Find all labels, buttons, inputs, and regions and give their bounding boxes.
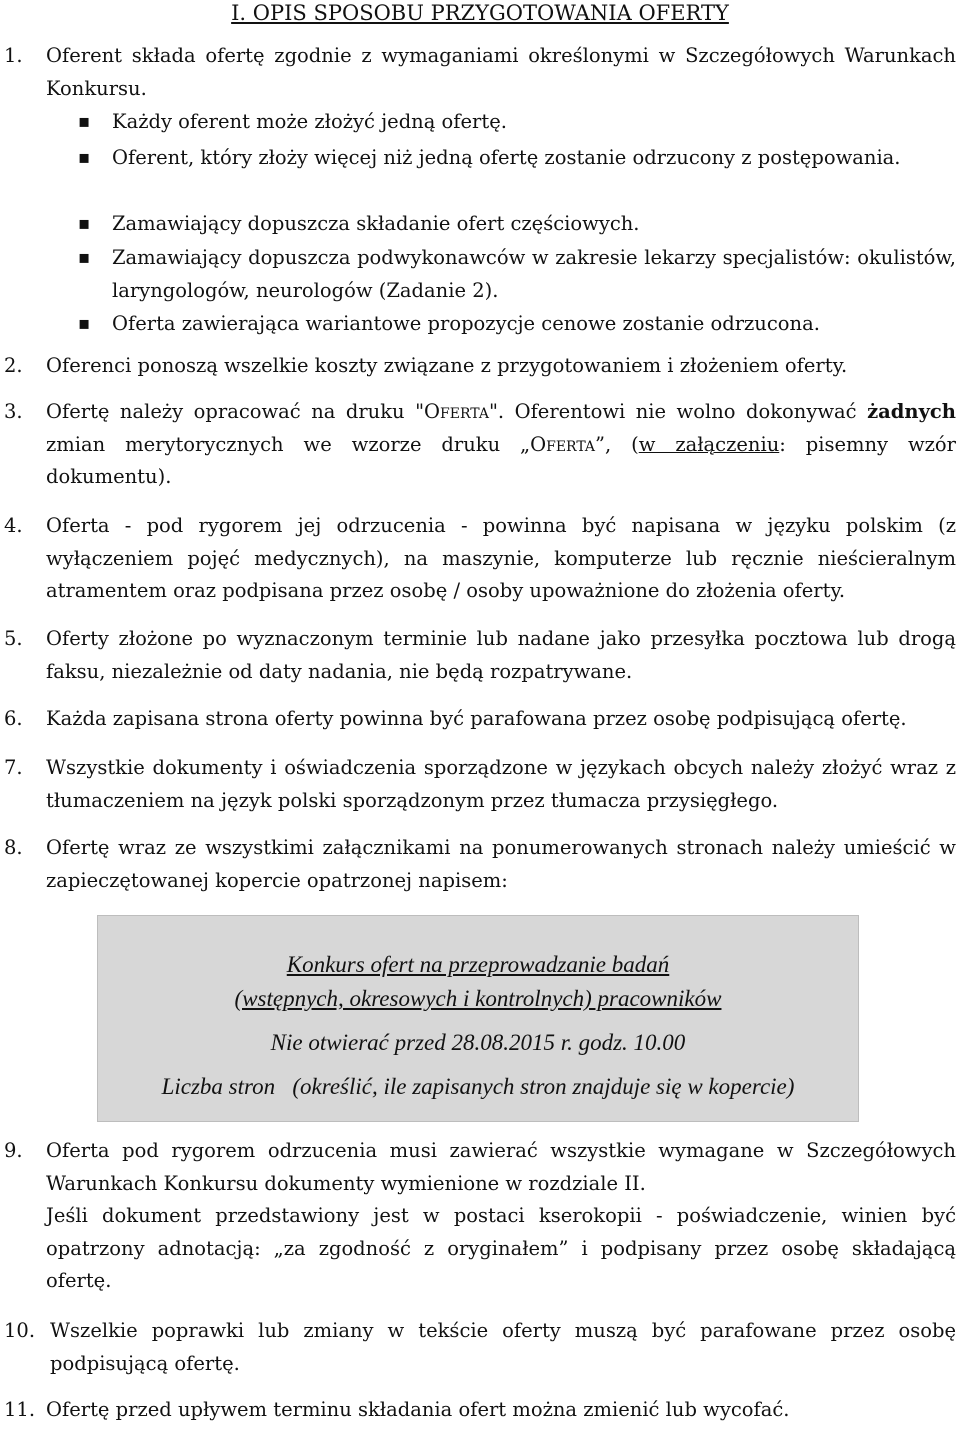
pages-note: (określić, ile zapisanych stron znajduje się w kopercie): [292, 1074, 795, 1099]
section-heading: I. OPIS SPOSOBU PRZYGOTOWANIA OFERTY: [231, 1, 729, 25]
bullet-text: Każdy oferent może złożyć jedną ofertę.: [112, 110, 507, 133]
bold-text: żadnych: [867, 400, 956, 423]
bullet-text: Oferta zawierająca wariantowe propozycje cenowe zostanie odrzucona.: [112, 312, 820, 335]
envelope-date: Nie otwierać przed 28.08.2015 r. godz. 10.00: [270, 1030, 686, 1055]
item-number: 7.: [4, 756, 23, 779]
item-text: [46, 1135, 956, 1298]
text-fragment: ”, (: [595, 432, 639, 456]
item-text: Każda zapisana strona oferty powinna być parafowana przez osobę podpisującą ofertę.: [46, 707, 907, 730]
item-number: 1.: [4, 44, 23, 67]
bullet-text: Zamawiający dopuszcza składanie ofert częściowych.: [112, 212, 640, 235]
paragraph: Jeśli dokument przedstawiony jest w postaci kserokopii - poświadczenie, winien być opatrzony adnotacją: „za zgodność z oryginałem” i podpisany przez osobę składającą ofertę.: [46, 1204, 956, 1293]
item-number: 6.: [4, 707, 23, 730]
bullet-icon: ▪: [78, 313, 91, 334]
form-name: Oferta: [530, 432, 596, 456]
item-text: Oferty złożone po wyznaczonym terminie lub nadane jako przesyłka pocztowa lub drogą faksu, niezależnie od daty nadania, nie będą rozpatrywane.: [46, 627, 956, 683]
attachment-note: w załączeniu: [638, 432, 780, 456]
envelope-label-box: [97, 915, 859, 1122]
item-number: 3.: [4, 400, 23, 423]
text-fragment: : pisemny wzór dokumentu).: [46, 432, 956, 489]
item-number: 9.: [4, 1139, 23, 1162]
paragraph: Oferta pod rygorem odrzucenia musi zawierać wszystkie wymagane w Szczegółowych Warunkach Konkursu dokumenty wymienione w rozdziale II.: [46, 1139, 956, 1195]
item-number: 4.: [4, 514, 23, 537]
item-number: 5.: [4, 627, 23, 650]
item-text: Oferenci ponoszą wszelkie koszty związane z przygotowaniem i złożeniem oferty.: [46, 354, 848, 377]
text-fragment: ". Oferentowi nie wolno dokonywać: [488, 400, 868, 423]
item-text: Oferta - pod rygorem jej odrzucenia - powinna być napisana w języku polskim (z wyłączeniem pojęć medycznych), na maszynie, komputerze lub ręcznie nieścieralnym atramentem oraz podpisana przez osobę / osoby upoważnione do złożenia oferty.: [46, 514, 956, 603]
form-name: Oferta: [424, 400, 489, 423]
envelope-subtitle: (wstępnych, okresowych i kontrolnych) pracowników: [234, 986, 722, 1011]
envelope-title: Konkurs ofert na przeprowadzanie badań: [286, 952, 670, 977]
bullet-icon: ▪: [78, 147, 91, 168]
text-fragment: zmian merytorycznych we wzorze druku „: [46, 432, 531, 456]
item-text: Oferent składa ofertę zgodnie z wymaganiami określonymi w Szczegółowych Warunkach Konkursu.: [46, 44, 956, 100]
item-number: 10.: [4, 1319, 36, 1342]
bullet-icon: ▪: [78, 213, 91, 234]
item-number: 2.: [4, 354, 23, 377]
item-number: 11.: [4, 1398, 36, 1421]
item-text: Ofertę przed upływem terminu składania ofert można zmienić lub wycofać.: [46, 1398, 790, 1421]
item-number: 8.: [4, 836, 23, 859]
item-text: Wszystkie dokumenty i oświadczenia sporządzone w językach obcych należy złożyć wraz z tłumaczeniem na język polski sporządzonym przez tłumacza przysięgłego.: [46, 756, 956, 812]
text-fragment: Ofertę wraz ze wszystkimi załącznikami: [46, 836, 460, 859]
pages-label: Liczba stron: [161, 1074, 276, 1099]
item-text: [46, 832, 956, 897]
text-fragment: Ofertę należy opracować na druku ": [46, 400, 425, 423]
envelope-pages: [98, 1074, 858, 1100]
bullet-text: Zamawiający dopuszcza podwykonawców w zakresie lekarzy specjalistów: okulistów, laryngologów, neurologów (Zadanie 2).: [112, 246, 956, 302]
text-fragment: należy umieścić w zapieczętowanej kopercie opatrzonej napisem:: [46, 836, 956, 892]
bullet-text: Oferent, który złoży więcej niż jedną ofertę zostanie odrzucony z postępowania.: [112, 146, 901, 169]
item-text: [46, 396, 956, 494]
bullet-icon: ▪: [78, 247, 91, 268]
bullet-icon: ▪: [78, 111, 91, 132]
emphasized-text: na ponumerowanych stronach: [459, 836, 764, 859]
item-text: Wszelkie poprawki lub zmiany w tekście oferty muszą być parafowane przez osobę podpisującą ofertę.: [50, 1319, 956, 1375]
